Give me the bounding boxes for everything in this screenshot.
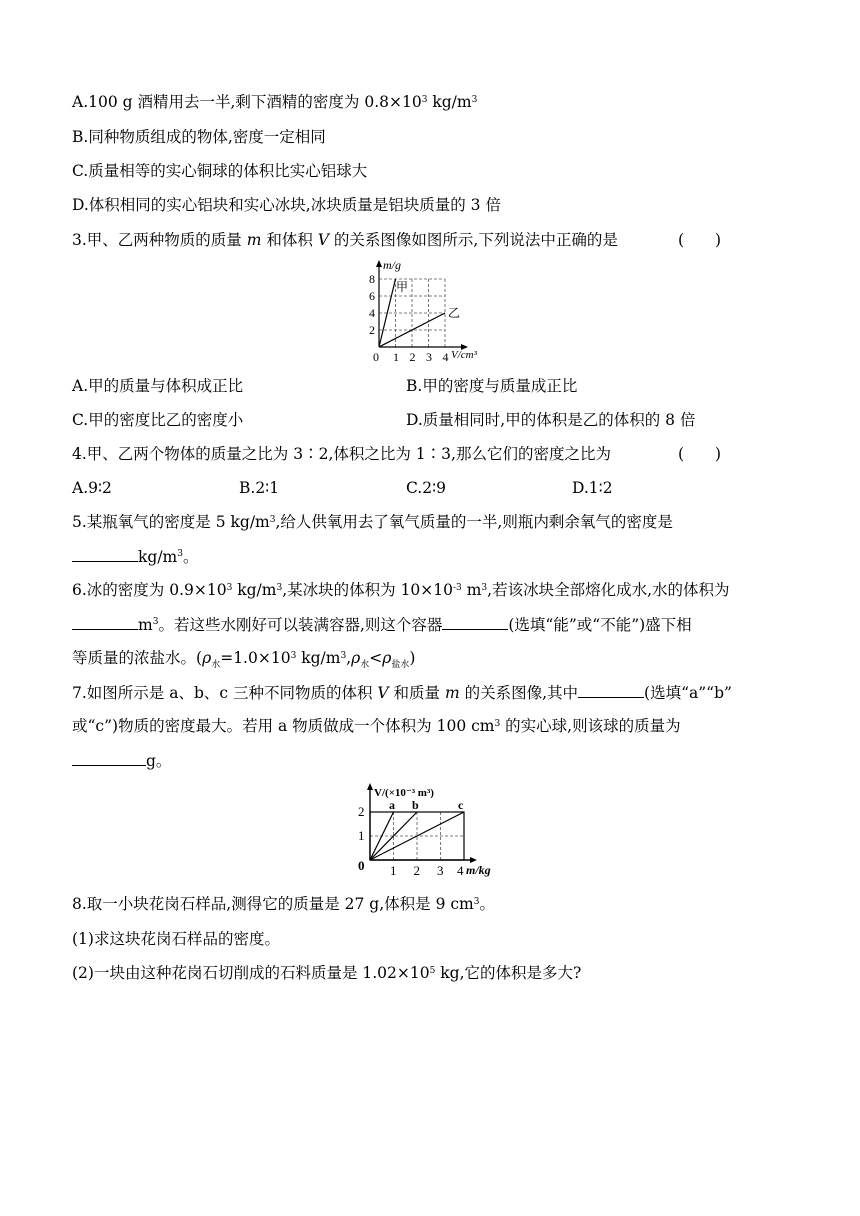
- q7-y-label: V/(×10⁻³ m³): [374, 787, 434, 799]
- q5-line-1: 5.某瓶氧气的密度是 5 $kg/m^3$,给人供氧用去了氧气质量的一半,则瓶内剩余氧气的密度是: [72, 513, 673, 531]
- q7-series-a-label: a: [389, 798, 395, 812]
- q3-ytick-8: 8: [369, 272, 375, 286]
- q7-series-c-label: c: [458, 798, 464, 812]
- q7-origin: 0: [358, 858, 365, 873]
- q7-chart: [352, 780, 512, 880]
- q7-ytick-2: 2: [358, 804, 365, 819]
- q4-option-d: D.1∶2: [572, 479, 613, 497]
- q6-line-1: 6.冰的密度为 $0.9\times 10^3$ $kg/m^3$,某冰块的体积为 $10\times 10^{-3}$ $m^3$,若该冰块全部熔化成水,水的体积为: [72, 581, 730, 599]
- q6-blank-1[interactable]: [72, 614, 138, 630]
- q7-line-3: g。: [72, 750, 171, 771]
- q3-xtick-1: 1: [393, 350, 399, 364]
- q8-part-2: (2)一块由这种花岗石切削成的石料质量是 $1.02\times 10^5$ kg,它的体积是多大?: [72, 964, 582, 982]
- q3-xtick-2: 2: [409, 350, 416, 364]
- q7-y-arrow: [367, 783, 373, 790]
- q3-y-arrow: [376, 260, 382, 267]
- q3-x-label: V/cm³: [451, 349, 477, 361]
- q2-option-d: D.体积相同的实心铝块和实心冰块,冰块质量是铝块质量的 3 倍: [72, 196, 501, 214]
- q7-line-2: 或“c”)物质的密度最大。若用 a 物质做成一个体积为 100 $cm^3$ 的实心球,则该球的质量为: [72, 717, 681, 735]
- q4-option-a: A.9∶2: [72, 479, 112, 497]
- q7-xtick-3: 3: [437, 863, 444, 878]
- q3-stem: 3.甲、乙两种物质的质量 m 和体积 V 的关系图像如图所示,下列说法中正确的是: [72, 231, 618, 249]
- q5-line-2: $kg/m^3$。: [72, 546, 198, 567]
- q6-blank-2[interactable]: [442, 614, 508, 630]
- q7-ytick-1: 1: [358, 828, 365, 843]
- q2-option-a: A.100 g 酒精用去一半,剩下酒精的密度为 $0.8\times 10^3$ $kg/m^3$: [72, 93, 478, 111]
- q3-ytick-2: 2: [369, 323, 375, 337]
- q4-option-c: C.2∶9: [406, 479, 446, 497]
- q6-line-2: $m^3$。若这些水刚好可以装满容器,则这个容器 (选填“能”或“不能”)盛下相: [72, 614, 692, 635]
- q3-ytick-6: 6: [369, 289, 375, 303]
- q7-line-1: 7.如图所示是 a、b、c 三种不同物质的体积 V 和质量 m 的关系图像,其中 (选填“a”“b”: [72, 684, 732, 702]
- q3-xtick-4: 4: [442, 350, 449, 364]
- q3-option-d: D.质量相同时,甲的体积是乙的体积的 8 倍: [406, 411, 696, 429]
- q4-answer-paren: ( ): [678, 445, 722, 463]
- q3-chart: [355, 255, 500, 365]
- q4-stem: 4.甲、乙两个物体的质量之比为 3∶2,体积之比为 1∶3,那么它们的密度之比为: [72, 445, 611, 463]
- q3-origin: 0: [373, 350, 379, 364]
- q7-blank-2[interactable]: [72, 750, 146, 766]
- q3-series-jia-label: 甲: [396, 280, 409, 294]
- q7-xtick-4: 4: [457, 863, 464, 878]
- q7-x-label: m/kg: [466, 863, 491, 877]
- q7-series-b-label: b: [412, 798, 419, 812]
- q3-series-yi-label: 乙: [448, 306, 461, 320]
- q3-ytick-4: 4: [369, 306, 375, 320]
- q4-option-b: B.2∶1: [239, 479, 280, 497]
- q3-option-a: A.甲的质量与体积成正比: [72, 377, 244, 395]
- q7-xtick-2: 2: [413, 863, 420, 878]
- q2-option-b: B.同种物质组成的物体,密度一定相同: [72, 128, 326, 146]
- q3-answer-paren: ( ): [678, 231, 722, 249]
- q3-option-b: B.甲的密度与质量成正比: [406, 377, 578, 395]
- q5-answer-blank[interactable]: [72, 546, 138, 562]
- q3-y-label: m/g: [383, 258, 401, 272]
- q6-line-3: 等质量的浓盐水。($\rho_水=1.0\times 10^3$ $kg/m^3,\rho_水<\rho_{盐水}$): [72, 649, 416, 671]
- q8-part-1: (1)求这块花岗石样品的密度。: [72, 930, 280, 948]
- q3-xtick-3: 3: [426, 350, 432, 364]
- q3-chart-grid: [379, 279, 445, 347]
- q8-line-1: 8.取一小块花岗石样品,测得它的质量是 27 g,体积是 9 $cm^3$。: [72, 895, 495, 913]
- q7-blank-1[interactable]: [578, 682, 644, 698]
- q2-option-c: C.质量相等的实心铜球的体积比实心铝球大: [72, 162, 368, 180]
- q7-series-a-line: [370, 812, 394, 860]
- q3-option-c: C.甲的密度比乙的密度小: [72, 411, 244, 429]
- q7-xtick-1: 1: [390, 863, 397, 878]
